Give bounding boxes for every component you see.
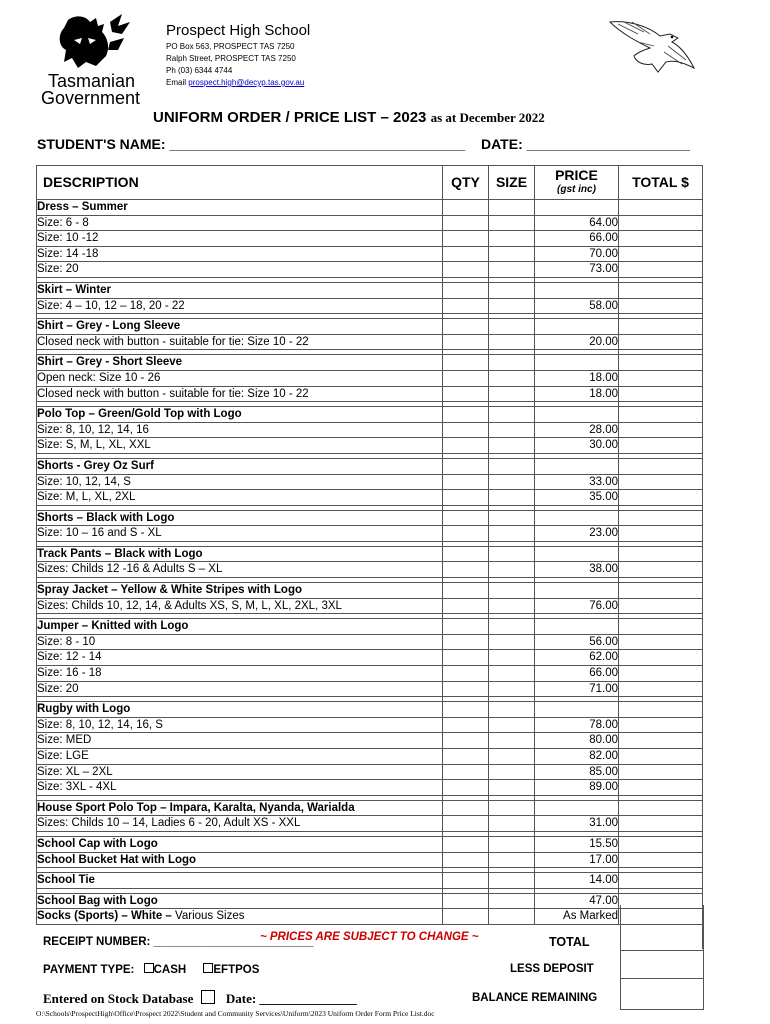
qty-cell[interactable] bbox=[443, 717, 489, 733]
stock-database-label: Entered on Stock Database bbox=[43, 991, 194, 1006]
group-title: School Bucket Hat with Logo bbox=[37, 852, 443, 868]
qty-cell[interactable] bbox=[443, 681, 489, 697]
group-header-row bbox=[37, 546, 703, 562]
price-cell bbox=[535, 407, 619, 423]
price-cell: 62.00 bbox=[535, 650, 619, 666]
qty-cell[interactable] bbox=[443, 386, 489, 402]
price-cell bbox=[535, 355, 619, 371]
group-title: House Sport Polo Top – Impara, Karalta, Nyanda, Warialda bbox=[37, 800, 443, 816]
price-cell: 35.00 bbox=[535, 490, 619, 506]
qty-cell[interactable] bbox=[443, 702, 489, 718]
title-main: UNIFORM ORDER / PRICE LIST – 2023 bbox=[153, 109, 427, 126]
size-cell[interactable] bbox=[489, 619, 535, 635]
price-cell bbox=[535, 619, 619, 635]
group-header-row bbox=[37, 355, 703, 371]
qty-cell[interactable] bbox=[443, 909, 489, 925]
address-line: PO Box 563, PROSPECT TAS 7250 bbox=[166, 42, 295, 51]
size-cell[interactable] bbox=[489, 407, 535, 423]
group-title: Shirt – Grey - Long Sleeve bbox=[37, 319, 443, 335]
cash-checkbox[interactable] bbox=[144, 963, 154, 973]
table-row bbox=[37, 215, 703, 231]
item-description: Size: 3XL - 4XL bbox=[37, 780, 443, 796]
group-header-row bbox=[37, 583, 703, 599]
price-cell: 14.00 bbox=[535, 873, 619, 889]
qty-cell[interactable] bbox=[443, 780, 489, 796]
group-title: Shorts - Grey Oz Surf bbox=[37, 458, 443, 474]
eftpos-label: EFTPOS bbox=[213, 964, 260, 976]
table-row bbox=[37, 422, 703, 438]
group-title: Polo Top – Green/Gold Top with Logo bbox=[37, 407, 443, 423]
size-cell[interactable] bbox=[489, 474, 535, 490]
price-cell bbox=[535, 282, 619, 298]
item-description: Size: 8 - 10 bbox=[37, 634, 443, 650]
size-cell[interactable] bbox=[489, 282, 535, 298]
item-description: Closed neck with button - suitable for tie: Size 10 - 22 bbox=[37, 386, 443, 402]
date-field[interactable]: DATE: _____________________ bbox=[481, 136, 691, 152]
table-row bbox=[37, 438, 703, 454]
total-cell[interactable] bbox=[619, 681, 703, 697]
size-cell[interactable] bbox=[489, 780, 535, 796]
total-label: TOTAL bbox=[549, 935, 590, 949]
govt-line-2: Government bbox=[41, 88, 141, 108]
price-cell: 31.00 bbox=[535, 816, 619, 832]
address-line: Ph (03) 6344 4744 bbox=[166, 66, 233, 75]
size-cell[interactable] bbox=[489, 816, 535, 832]
total-cell[interactable] bbox=[619, 215, 703, 231]
price-cell bbox=[535, 546, 619, 562]
socks-sizes: Various Sizes bbox=[175, 910, 245, 923]
item-description: Size: LGE bbox=[37, 749, 443, 765]
size-cell[interactable] bbox=[489, 681, 535, 697]
item-description: Size: 10 – 16 and S - XL bbox=[37, 526, 443, 542]
price-cell: 38.00 bbox=[535, 562, 619, 578]
price-cell: 71.00 bbox=[535, 681, 619, 697]
balance-box[interactable] bbox=[620, 978, 704, 1010]
group-header-row bbox=[37, 702, 703, 718]
item-description: Sizes: Childs 10, 12, 14, & Adults XS, S, M, L, XL, 2XL, 3XL bbox=[37, 598, 443, 614]
qty-cell[interactable] bbox=[443, 510, 489, 526]
size-cell[interactable] bbox=[489, 334, 535, 350]
qty-cell[interactable] bbox=[443, 619, 489, 635]
uniform-price-table bbox=[36, 165, 703, 949]
table-row bbox=[37, 681, 703, 697]
price-cell: 15.50 bbox=[535, 836, 619, 852]
price-cell bbox=[535, 200, 619, 216]
size-cell[interactable] bbox=[489, 438, 535, 454]
qty-cell[interactable] bbox=[443, 873, 489, 889]
table-row bbox=[37, 852, 703, 868]
size-cell[interactable] bbox=[489, 650, 535, 666]
item-description: Size: MED bbox=[37, 733, 443, 749]
email-link[interactable]: prospect.high@decyp.tas.gov.au bbox=[188, 78, 305, 87]
price-cell: 89.00 bbox=[535, 780, 619, 796]
total-cell[interactable] bbox=[619, 386, 703, 402]
group-title: School Bag with Logo bbox=[37, 893, 443, 909]
group-title: Jumper – Knitted with Logo bbox=[37, 619, 443, 635]
total-cell[interactable] bbox=[619, 262, 703, 278]
balance-remaining-label: BALANCE REMAINING bbox=[472, 992, 598, 1004]
group-title: School Cap with Logo bbox=[37, 836, 443, 852]
school-address bbox=[166, 41, 304, 89]
price-cell: 23.00 bbox=[535, 526, 619, 542]
item-description: Size: M, L, XL, 2XL bbox=[37, 490, 443, 506]
size-cell[interactable] bbox=[489, 702, 535, 718]
total-cell[interactable] bbox=[619, 619, 703, 635]
item-description: Size: 20 bbox=[37, 262, 443, 278]
size-cell[interactable] bbox=[489, 546, 535, 562]
total-cell[interactable] bbox=[619, 200, 703, 216]
table-row bbox=[37, 717, 703, 733]
table-row bbox=[37, 334, 703, 350]
total-cell[interactable] bbox=[619, 583, 703, 599]
tasmanian-government-logo bbox=[38, 12, 148, 107]
total-cell[interactable] bbox=[619, 355, 703, 371]
qty-cell[interactable] bbox=[443, 407, 489, 423]
item-description: Size: 8, 10, 12, 14, 16, S bbox=[37, 717, 443, 733]
qty-cell[interactable] bbox=[443, 490, 489, 506]
receipt-number-field[interactable]: RECEIPT NUMBER: _________________________ bbox=[43, 936, 314, 948]
less-deposit-label: LESS DEPOSIT bbox=[510, 963, 594, 975]
header-price-sub: (gst inc) bbox=[557, 183, 596, 195]
size-cell[interactable] bbox=[489, 526, 535, 542]
item-description: Size: 20 bbox=[37, 681, 443, 697]
group-title: Dress – Summer bbox=[37, 200, 443, 216]
table-row bbox=[37, 650, 703, 666]
total-cell[interactable] bbox=[619, 634, 703, 650]
price-cell: 30.00 bbox=[535, 438, 619, 454]
price-cell bbox=[535, 583, 619, 599]
price-cell bbox=[535, 510, 619, 526]
price-cell: 66.00 bbox=[535, 666, 619, 682]
qty-cell[interactable] bbox=[443, 598, 489, 614]
email-label: Email bbox=[166, 78, 187, 87]
price-cell: 66.00 bbox=[535, 231, 619, 247]
group-header-row bbox=[37, 319, 703, 335]
price-cell: 47.00 bbox=[535, 893, 619, 909]
qty-cell[interactable] bbox=[443, 438, 489, 454]
header-description: DESCRIPTION bbox=[37, 166, 443, 200]
group-title bbox=[37, 909, 443, 925]
table-row bbox=[37, 526, 703, 542]
total-cell[interactable] bbox=[619, 562, 703, 578]
group-header-row bbox=[37, 619, 703, 635]
size-cell[interactable] bbox=[489, 893, 535, 909]
item-description: Sizes: Childs 12 -16 & Adults S – XL bbox=[37, 562, 443, 578]
qty-cell[interactable] bbox=[443, 422, 489, 438]
table-body bbox=[37, 200, 703, 949]
prices-subject-to-change-note: ~ PRICES ARE SUBJECT TO CHANGE ~ bbox=[37, 924, 703, 949]
email-line bbox=[166, 77, 304, 89]
price-cell: 17.00 bbox=[535, 852, 619, 868]
qty-cell[interactable] bbox=[443, 816, 489, 832]
qty-cell[interactable] bbox=[443, 215, 489, 231]
qty-cell[interactable] bbox=[443, 474, 489, 490]
qty-cell[interactable] bbox=[443, 546, 489, 562]
total-cell[interactable] bbox=[619, 370, 703, 386]
total-cell[interactable] bbox=[619, 702, 703, 718]
qty-cell[interactable] bbox=[443, 650, 489, 666]
school-crest-eagle-icon bbox=[608, 16, 698, 78]
item-description: Size: 8, 10, 12, 14, 16 bbox=[37, 422, 443, 438]
table-row bbox=[37, 262, 703, 278]
qty-cell[interactable] bbox=[443, 800, 489, 816]
eftpos-checkbox[interactable] bbox=[203, 963, 213, 973]
qty-cell[interactable] bbox=[443, 231, 489, 247]
group-title: Track Pants – Black with Logo bbox=[37, 546, 443, 562]
table-row bbox=[37, 780, 703, 796]
price-cell: 76.00 bbox=[535, 598, 619, 614]
size-cell[interactable] bbox=[489, 873, 535, 889]
header-price bbox=[535, 166, 619, 200]
qty-cell[interactable] bbox=[443, 355, 489, 371]
price-cell bbox=[535, 319, 619, 335]
price-cell: 18.00 bbox=[535, 386, 619, 402]
group-title: Shorts – Black with Logo bbox=[37, 510, 443, 526]
size-cell[interactable] bbox=[489, 200, 535, 216]
size-cell[interactable] bbox=[489, 386, 535, 402]
size-cell[interactable] bbox=[489, 370, 535, 386]
group-header-row bbox=[37, 282, 703, 298]
total-cell[interactable] bbox=[619, 510, 703, 526]
group-title: Skirt – Winter bbox=[37, 282, 443, 298]
price-cell: 64.00 bbox=[535, 215, 619, 231]
price-cell: 82.00 bbox=[535, 749, 619, 765]
price-cell bbox=[535, 458, 619, 474]
socks-label: Socks (Sports) – White – bbox=[37, 910, 172, 923]
total-cell[interactable] bbox=[619, 422, 703, 438]
size-cell[interactable] bbox=[489, 246, 535, 262]
size-cell[interactable] bbox=[489, 298, 535, 314]
total-cell[interactable] bbox=[619, 650, 703, 666]
table-row bbox=[37, 873, 703, 889]
group-header-row bbox=[37, 407, 703, 423]
qty-cell[interactable] bbox=[443, 836, 489, 852]
price-cell: 80.00 bbox=[535, 733, 619, 749]
total-cell[interactable] bbox=[619, 749, 703, 765]
total-cell[interactable] bbox=[619, 319, 703, 335]
size-cell[interactable] bbox=[489, 490, 535, 506]
stock-date-field[interactable]: Date: _______________ bbox=[225, 991, 357, 1006]
item-description: Size: 12 - 14 bbox=[37, 650, 443, 666]
price-cell: 18.00 bbox=[535, 370, 619, 386]
qty-cell[interactable] bbox=[443, 764, 489, 780]
qty-cell[interactable] bbox=[443, 666, 489, 682]
item-description: Size: 10, 12, 14, S bbox=[37, 474, 443, 490]
size-cell[interactable] bbox=[489, 562, 535, 578]
total-cell[interactable] bbox=[619, 246, 703, 262]
price-cell: 73.00 bbox=[535, 262, 619, 278]
deposit-box[interactable] bbox=[620, 950, 704, 979]
file-path: O:\Schools\ProspectHigh\Office\Prospect 2022\Student and Community Services\Uniform\2023 Uniform Order Form Price List.doc bbox=[36, 1009, 435, 1018]
total-cell[interactable] bbox=[619, 733, 703, 749]
table-row bbox=[37, 246, 703, 262]
price-cell bbox=[535, 800, 619, 816]
price-cell: 33.00 bbox=[535, 474, 619, 490]
table-row bbox=[37, 370, 703, 386]
size-cell[interactable] bbox=[489, 836, 535, 852]
table-row bbox=[37, 764, 703, 780]
school-name: Prospect High School bbox=[166, 22, 311, 39]
item-description: Size: S, M, L, XL, XXL bbox=[37, 438, 443, 454]
total-box[interactable] bbox=[620, 905, 704, 951]
size-cell[interactable] bbox=[489, 458, 535, 474]
qty-cell[interactable] bbox=[443, 852, 489, 868]
price-cell bbox=[535, 702, 619, 718]
total-cell[interactable] bbox=[619, 231, 703, 247]
size-cell[interactable] bbox=[489, 583, 535, 599]
total-cell[interactable] bbox=[619, 666, 703, 682]
item-description: Size: 6 - 8 bbox=[37, 215, 443, 231]
table-row bbox=[37, 562, 703, 578]
table-row bbox=[37, 474, 703, 490]
qty-cell[interactable] bbox=[443, 583, 489, 599]
item-description: Size: 14 -18 bbox=[37, 246, 443, 262]
size-cell[interactable] bbox=[489, 634, 535, 650]
total-cell[interactable] bbox=[619, 780, 703, 796]
size-cell[interactable] bbox=[489, 909, 535, 925]
price-cell: 85.00 bbox=[535, 764, 619, 780]
size-cell[interactable] bbox=[489, 749, 535, 765]
size-cell[interactable] bbox=[489, 510, 535, 526]
qty-cell[interactable] bbox=[443, 282, 489, 298]
item-description: Closed neck with button - suitable for tie: Size 10 - 22 bbox=[37, 334, 443, 350]
total-cell[interactable] bbox=[619, 407, 703, 423]
qty-cell[interactable] bbox=[443, 200, 489, 216]
size-cell[interactable] bbox=[489, 666, 535, 682]
price-cell: 78.00 bbox=[535, 717, 619, 733]
size-cell[interactable] bbox=[489, 764, 535, 780]
stock-database-row bbox=[43, 990, 357, 1007]
size-cell[interactable] bbox=[489, 319, 535, 335]
stock-checkbox[interactable] bbox=[201, 990, 215, 1004]
size-cell[interactable] bbox=[489, 598, 535, 614]
total-cell[interactable] bbox=[619, 852, 703, 868]
cash-label: CASH bbox=[153, 964, 187, 976]
item-description: Size: 4 – 10, 12 – 18, 20 - 22 bbox=[37, 298, 443, 314]
size-cell[interactable] bbox=[489, 262, 535, 278]
size-cell[interactable] bbox=[489, 355, 535, 371]
total-cell[interactable] bbox=[619, 598, 703, 614]
qty-cell[interactable] bbox=[443, 319, 489, 335]
price-cell: As Marked bbox=[535, 909, 619, 925]
total-cell[interactable] bbox=[619, 836, 703, 852]
total-cell[interactable] bbox=[619, 490, 703, 506]
table-row bbox=[37, 909, 703, 925]
tasmanian-devil-icon bbox=[38, 12, 148, 74]
item-description: Size: 16 - 18 bbox=[37, 666, 443, 682]
item-description: Sizes: Childs 10 – 14, Ladies 6 - 20, Adult XS - XXL bbox=[37, 816, 443, 832]
table-row bbox=[37, 598, 703, 614]
header-price-label: PRICE bbox=[555, 166, 598, 183]
table-row bbox=[37, 231, 703, 247]
total-cell[interactable] bbox=[619, 717, 703, 733]
size-cell[interactable] bbox=[489, 733, 535, 749]
total-cell[interactable] bbox=[619, 458, 703, 474]
payment-type-row bbox=[43, 963, 259, 976]
title-date: as at December 2022 bbox=[430, 110, 545, 125]
header-total: TOTAL $ bbox=[619, 166, 703, 200]
qty-cell[interactable] bbox=[443, 262, 489, 278]
qty-cell[interactable] bbox=[443, 246, 489, 262]
group-header-row bbox=[37, 800, 703, 816]
size-cell[interactable] bbox=[489, 717, 535, 733]
group-title: Shirt – Grey - Short Sleeve bbox=[37, 355, 443, 371]
group-title: School Tie bbox=[37, 873, 443, 889]
group-title: Rugby with Logo bbox=[37, 702, 443, 718]
table-row bbox=[37, 634, 703, 650]
qty-cell[interactable] bbox=[443, 370, 489, 386]
table-row bbox=[37, 386, 703, 402]
total-cell[interactable] bbox=[619, 298, 703, 314]
total-cell[interactable] bbox=[619, 526, 703, 542]
student-name-field[interactable]: STUDENT'S NAME: ______________________________________ bbox=[37, 136, 466, 152]
size-cell[interactable] bbox=[489, 852, 535, 868]
group-header-row bbox=[37, 458, 703, 474]
govt-line-1: Tasmanian bbox=[48, 71, 136, 91]
size-cell[interactable] bbox=[489, 215, 535, 231]
price-cell: 70.00 bbox=[535, 246, 619, 262]
table-row bbox=[37, 733, 703, 749]
header-qty: QTY bbox=[443, 166, 489, 200]
header-size: SIZE bbox=[489, 166, 535, 200]
qty-cell[interactable] bbox=[443, 749, 489, 765]
qty-cell[interactable] bbox=[443, 334, 489, 350]
total-cell[interactable] bbox=[619, 282, 703, 298]
price-cell: 56.00 bbox=[535, 634, 619, 650]
table-row bbox=[37, 298, 703, 314]
total-cell[interactable] bbox=[619, 816, 703, 832]
qty-cell[interactable] bbox=[443, 893, 489, 909]
total-cell[interactable] bbox=[619, 438, 703, 454]
table-row bbox=[37, 749, 703, 765]
total-cell[interactable] bbox=[619, 546, 703, 562]
item-description: Size: XL – 2XL bbox=[37, 764, 443, 780]
table-row bbox=[37, 490, 703, 506]
item-description: Size: 10 -12 bbox=[37, 231, 443, 247]
qty-cell[interactable] bbox=[443, 562, 489, 578]
price-cell: 28.00 bbox=[535, 422, 619, 438]
qty-cell[interactable] bbox=[443, 298, 489, 314]
total-cell[interactable] bbox=[619, 334, 703, 350]
page-title bbox=[153, 109, 545, 126]
size-cell[interactable] bbox=[489, 800, 535, 816]
table-row bbox=[37, 816, 703, 832]
qty-cell[interactable] bbox=[443, 458, 489, 474]
address-line: Ralph Street, PROSPECT TAS 7250 bbox=[166, 54, 296, 63]
total-cell[interactable] bbox=[619, 764, 703, 780]
price-cell: 20.00 bbox=[535, 334, 619, 350]
table-row bbox=[37, 666, 703, 682]
size-cell[interactable] bbox=[489, 422, 535, 438]
group-title: Spray Jacket – Yellow & White Stripes with Logo bbox=[37, 583, 443, 599]
total-cell[interactable] bbox=[619, 800, 703, 816]
table-row bbox=[37, 893, 703, 909]
qty-cell[interactable] bbox=[443, 733, 489, 749]
size-cell[interactable] bbox=[489, 231, 535, 247]
qty-cell[interactable] bbox=[443, 634, 489, 650]
total-cell[interactable] bbox=[619, 474, 703, 490]
item-description: Open neck: Size 10 - 26 bbox=[37, 370, 443, 386]
qty-cell[interactable] bbox=[443, 526, 489, 542]
group-header-row bbox=[37, 200, 703, 216]
table-row bbox=[37, 836, 703, 852]
total-cell[interactable] bbox=[619, 873, 703, 889]
price-cell: 58.00 bbox=[535, 298, 619, 314]
group-header-row bbox=[37, 510, 703, 526]
payment-type-label: PAYMENT TYPE: bbox=[43, 964, 135, 976]
